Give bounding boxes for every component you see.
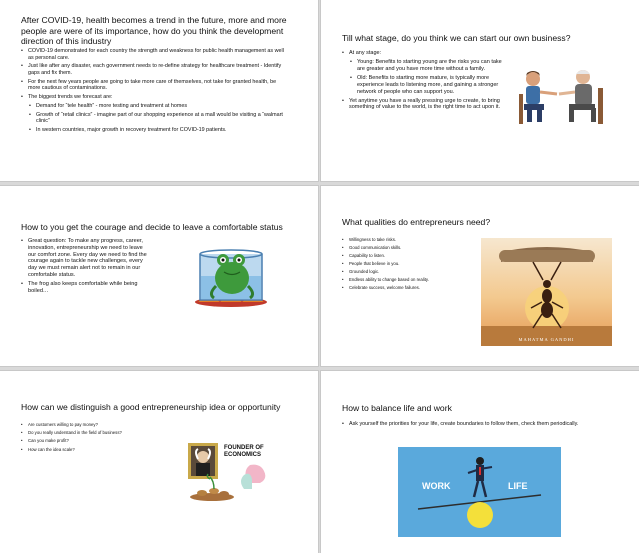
ant-lifting-log-image — [481, 238, 612, 346]
slide-3[interactable] — [0, 186, 318, 366]
slide-1[interactable] — [0, 0, 318, 181]
bullet-item: • Are customers willing to pay money? — [21, 422, 181, 427]
slide-title: How to balance life and work — [342, 403, 452, 413]
slide-5[interactable] — [0, 371, 318, 553]
founder-of-economics-image — [184, 441, 272, 503]
bullet-item: • Growth of “retail clinics” - imagine part of our shopping experience at a mall would be visiting a “walmart clinic” — [21, 112, 289, 125]
bullet-item: • Do you really understand in the field of business? — [21, 430, 181, 435]
bullet-item: • At any stage: — [342, 50, 502, 57]
bullet-item: • Endless ability to change based on reality. — [342, 277, 492, 282]
bullet-item: • Young: Benefits to starting young are the risks you can take are greater and you have more time without a family. — [342, 59, 502, 72]
life-label: LIFE — [508, 481, 528, 491]
slide-4[interactable] — [321, 186, 639, 366]
bullet-list — [342, 421, 602, 428]
bullet-item: • Celebrate success, welcome failures. — [342, 285, 492, 290]
bullet-item: • Ask yourself the priorities for your life, create boundaries to follow them, check them periodically. — [342, 421, 602, 428]
slide-title: How to you get the courage and decide to leave a comfortable status — [21, 222, 283, 232]
young-old-handshake-image — [505, 64, 617, 126]
bullet-item: • Good communication skills. — [342, 245, 492, 250]
bullet-list — [21, 48, 289, 136]
image-caption: MAHATMA GANDHI — [518, 337, 575, 342]
bullet-item: • The frog also keeps comfortable while being boiled… — [21, 281, 149, 295]
bullet-item: • Just like after any disaster, each government needs to re-define strategy for healthcare treatment - Identify gaps and fix them. — [21, 63, 289, 76]
bullet-item: • People that believe in you. — [342, 261, 492, 266]
bullet-item: • Great question: To make any progress, career, innovation, entrepreneurship we need to leave our comfort zone. Every day we need to find the courage again to tackle new challenges, every day we must remain alert not to remain in our comfortable status. — [21, 238, 149, 279]
slide-2[interactable] — [321, 0, 639, 181]
image-label-line1: FOUNDER OF — [224, 445, 264, 451]
bullet-list — [342, 50, 502, 114]
slide-title: How can we distinguish a good entrepreneurship idea or opportunity — [21, 402, 281, 412]
bullet-item: • Yet anytime you have a really pressing urge to create, to bring something of value to the world, is the right time to act upon it. — [342, 98, 502, 111]
bullet-item: • Capability to listen. — [342, 253, 492, 258]
slide-title: Till what stage, do you think we can start our own business? — [342, 33, 571, 43]
image-label-line2: ECONOMICS — [224, 452, 262, 458]
bullet-item: • Willingness to take risks. — [342, 237, 492, 242]
bullet-item: • The biggest trends we forecast are: — [21, 94, 289, 101]
slide-6[interactable] — [321, 371, 639, 553]
slide-title: After COVID-19, health becomes a trend in the future, more and more people are were of its importance, how do you think the development direction of this industry — [21, 15, 287, 46]
bullet-item: • Demand for “tele health” - more testing and treatment at homes — [21, 103, 289, 110]
bullet-item: • Grounded logic. — [342, 269, 492, 274]
work-label: WORK — [422, 481, 451, 491]
frog-in-pot-image — [190, 246, 272, 308]
bullet-list — [21, 238, 149, 297]
bullet-item: • How can the idea scale? — [21, 447, 181, 452]
work-life-balance-image — [398, 447, 561, 537]
bullet-item: • In western countries, major growth in recovery treatment for COVID-19 patients. — [21, 127, 289, 134]
bullet-item: • Can you make profit? — [21, 438, 181, 443]
bullet-list — [342, 237, 492, 293]
slide-title: What qualities do entrepreneurs need? — [342, 217, 491, 227]
bullet-list — [21, 422, 181, 455]
bullet-item: • COVID-19 demonstrated for each country the strength and weakness for public health management as well as personal care. — [21, 48, 289, 61]
bullet-item: • For the next few years people are going to take more care of themselves, not take for granted health, be more cautious of contaminations. — [21, 79, 289, 92]
bullet-item: • Old: Benefits to starting more mature, is typically more experience leads to listening more, and gaining a stronger network of people who can support you. — [342, 75, 502, 95]
